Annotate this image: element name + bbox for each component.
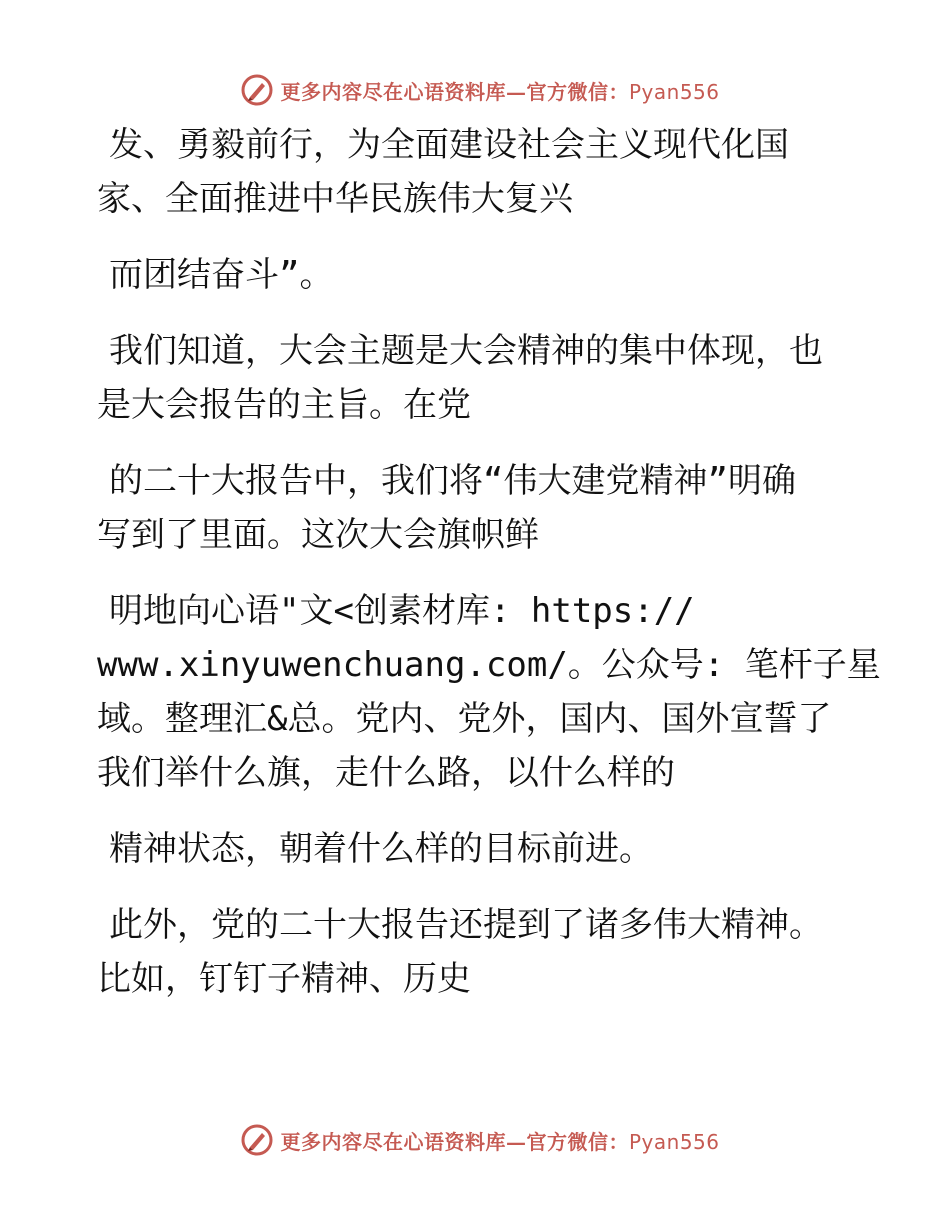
- text-line: 是大会报告的主旨。在党: [97, 385, 471, 425]
- text-line: 明地向心语"文<创素材库: https://: [109, 591, 695, 631]
- paragraph-7: [97, 898, 837, 1006]
- text-line: 比如，钉钉子精神、历史: [97, 959, 471, 999]
- paragraph-3: [97, 324, 837, 432]
- footer-banner-inner: [240, 1123, 719, 1157]
- header-banner-handle: Pyan556: [628, 79, 720, 104]
- text-line: www.xinyuwenchuang.com/。公众号: 笔杆子星: [97, 645, 881, 685]
- paragraph-4: [97, 454, 837, 562]
- pen-logo-icon: [240, 1123, 274, 1157]
- footer-banner-handle: Pyan556: [628, 1129, 720, 1154]
- text-line: 精神状态，朝着什么样的目标前进。: [109, 829, 653, 869]
- text-line: 发、勇毅前行，为全面建设社会主义现代化国: [109, 125, 789, 165]
- text-line: 的二十大报告中，我们将“伟大建党精神”明确: [109, 461, 796, 501]
- header-banner-label: 更多内容尽在心语资料库—官方微信：: [280, 79, 629, 104]
- footer-banner: [0, 1120, 950, 1160]
- document-body: [97, 118, 881, 1028]
- footer-banner-label: 更多内容尽在心语资料库—官方微信：: [280, 1129, 629, 1154]
- text-line: 我们知道，大会主题是大会精神的集中体现，也: [109, 331, 823, 371]
- text-line: 我们举什么旗，走什么路，以什么样的: [97, 753, 675, 793]
- header-banner-inner: [240, 73, 719, 107]
- text-line: 写到了里面。这次大会旗帜鲜: [97, 515, 539, 555]
- text-line: 家、全面推进中华民族伟大复兴: [97, 179, 573, 219]
- paragraph-2: [97, 248, 837, 302]
- paragraph-5: [97, 584, 881, 800]
- header-banner: [0, 70, 950, 110]
- text-line: 此外，党的二十大报告还提到了诸多伟大精神。: [109, 905, 823, 945]
- header-banner-text: [280, 76, 719, 105]
- paragraph-1: [97, 118, 837, 226]
- text-line: 而团结奋斗”。: [109, 255, 334, 295]
- footer-banner-text: [280, 1126, 719, 1155]
- pen-logo-icon: [240, 73, 274, 107]
- paragraph-6: [97, 822, 837, 876]
- text-line: 域。整理汇&总。党内、党外，国内、国外宣誓了: [97, 699, 832, 739]
